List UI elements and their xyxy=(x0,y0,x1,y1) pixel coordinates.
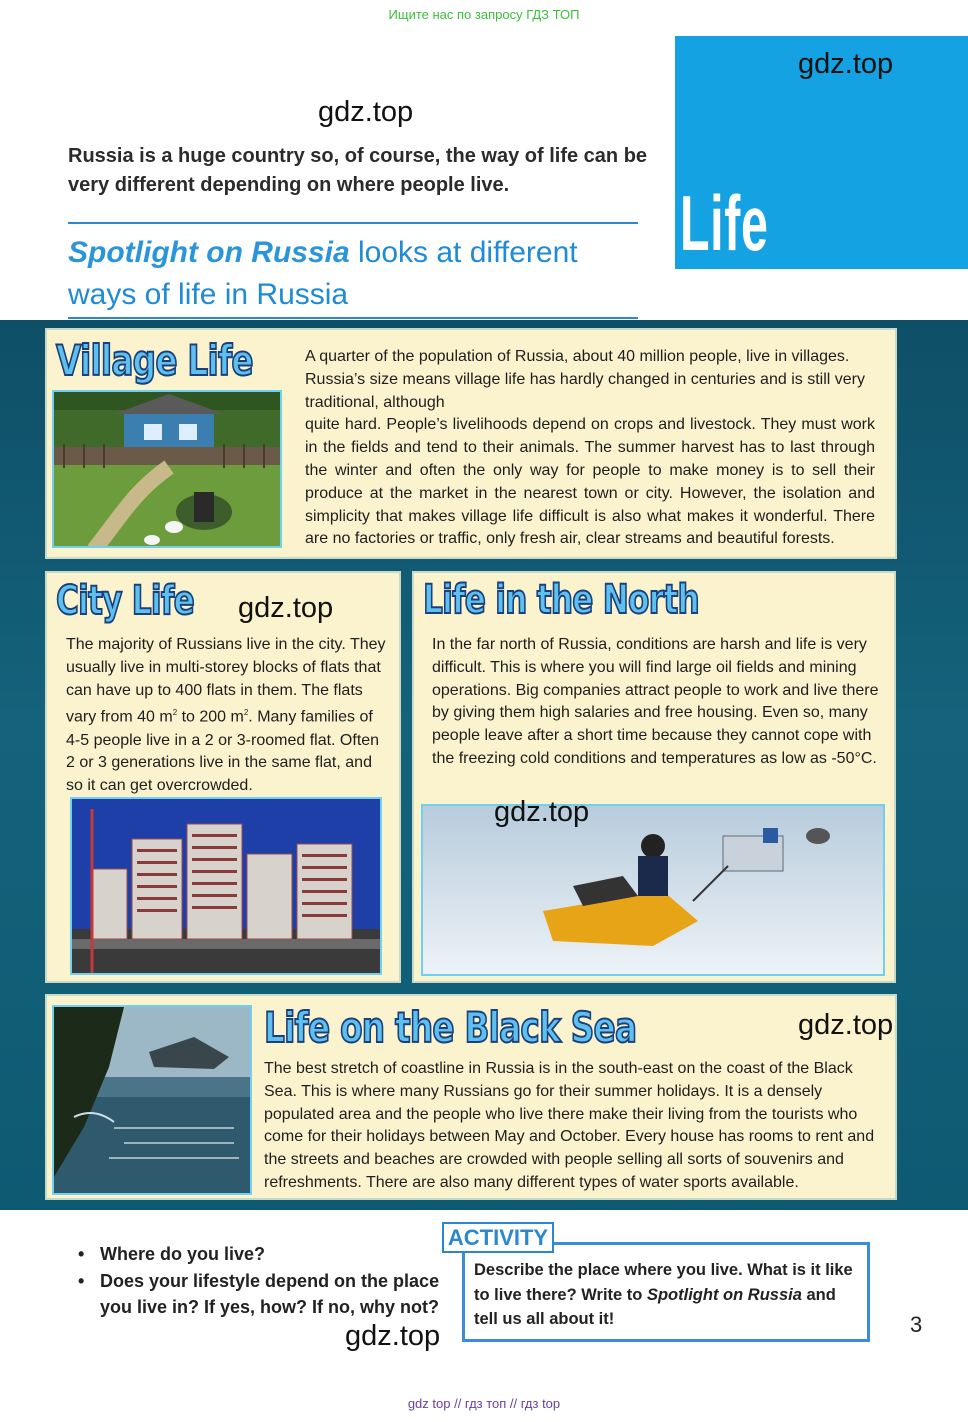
city-buildings-image xyxy=(72,799,382,975)
village-house-image xyxy=(54,392,282,548)
city-text-b: to 200 m xyxy=(177,708,244,726)
intro-text: Russia is a huge country so, of course, the way of life can be very different depending on where people live. xyxy=(68,145,648,196)
city-photo xyxy=(70,797,382,975)
activity-text-em: Spotlight on Russia xyxy=(646,1285,802,1304)
watermark: gdz.top xyxy=(798,48,894,80)
blacksea-text: The best stretch of coastline in Russia is in the south-east on the coast of the Black Sea. This is where many Russians go for their summer holidays. It is a densely populated area and the people who live there make their living from the tourists who come for their holidays between May and October. Every house has rooms to rent and the streets and beaches are crowded with people selling all sorts of souvenirs and refreshments. There are also many different types of water sports available. xyxy=(264,1060,875,1191)
footer-links[interactable]: gdz top // гдз топ // гдз top xyxy=(407,1396,561,1411)
city-heading: City Life xyxy=(56,578,194,624)
village-heading: Village Life xyxy=(56,336,253,385)
watermark: gdz.top xyxy=(238,592,334,624)
watermark: gdz.top xyxy=(798,1009,894,1041)
city-text-a: The majority of Russians live in the city. They usually live in multi-storey blocks of flats that can have up to 400 flats in them. The flats vary from 40 m xyxy=(66,636,386,726)
city-text-c: . Many families of 4-5 people live in a 2 or 3-roomed flat. Often 2 or 3 generations live in the same flat, and so it can get overcrowded. xyxy=(66,708,380,795)
village-text-2: quite hard. People’s livelihoods depend on crops and livestock. They must work in the fields and tend to their animals. The summer harvest has to last through the winter and often the only way for people to make money is to sell their produce at the market in the nearest town or city. However, the isolation and simplicity that makes village life difficult is also what makes it wonderful. There are no factories or traffic, only fresh air, clear streams and beautiful forests. xyxy=(305,416,875,548)
life-title: Life xyxy=(680,179,769,267)
top-search-link[interactable]: Ищите нас по запросу ГДЗ ТОП xyxy=(388,7,580,22)
activity-text-a: Describe the place where you live. What is it like to live there? Write to xyxy=(474,1261,853,1304)
snowmobile-image xyxy=(423,806,885,976)
north-text: In the far north of Russia, conditions are harsh and life is very difficult. This is where you will find large oil fields and mining operations. Big companies attract people to work and live there by giving them high salaries and free housing. Even so, many people leave after a short time because they cannot cope with the freezing cold conditions and temperatures as low as -50°C. xyxy=(432,636,879,767)
spotlight-rest: looks at different ways of life in Russia xyxy=(68,236,578,311)
question-list xyxy=(78,1241,448,1321)
city-sup1: 2 xyxy=(172,708,178,718)
watermark: gdz.top xyxy=(345,1320,441,1352)
question-item: • Where do you live? xyxy=(78,1241,448,1267)
city-sup2: 2 xyxy=(243,708,249,718)
village-text xyxy=(305,346,875,551)
north-heading: Life in the North xyxy=(423,577,699,623)
city-text xyxy=(66,634,391,798)
question-item: • Does your lifestyle depend on the place you live in? If yes, how? If no, why not? xyxy=(78,1268,448,1320)
watermark: gdz.top xyxy=(318,96,414,128)
page-number: 3 xyxy=(910,1312,923,1337)
spotlight-emphasis: Spotlight on Russia xyxy=(68,236,350,269)
watermark: gdz.top xyxy=(494,796,590,828)
divider-line xyxy=(68,317,638,319)
spotlight-heading xyxy=(68,232,648,316)
coastline-image xyxy=(54,1007,252,1195)
divider-line xyxy=(68,222,638,224)
blacksea-heading: Life on the Black Sea xyxy=(264,1003,637,1052)
village-photo xyxy=(52,390,282,548)
activity-label: ACTIVITY xyxy=(442,1222,554,1253)
north-photo xyxy=(421,804,885,976)
activity-text-b: and tell us all about it! xyxy=(474,1285,836,1328)
village-text-1: A quarter of the population of Russia, about 40 million people, live in villages. Russia’s size means village life has hardly changed in centuries and is still very traditional, although xyxy=(305,348,865,411)
activity-text xyxy=(474,1258,864,1332)
blacksea-photo xyxy=(52,1005,252,1195)
